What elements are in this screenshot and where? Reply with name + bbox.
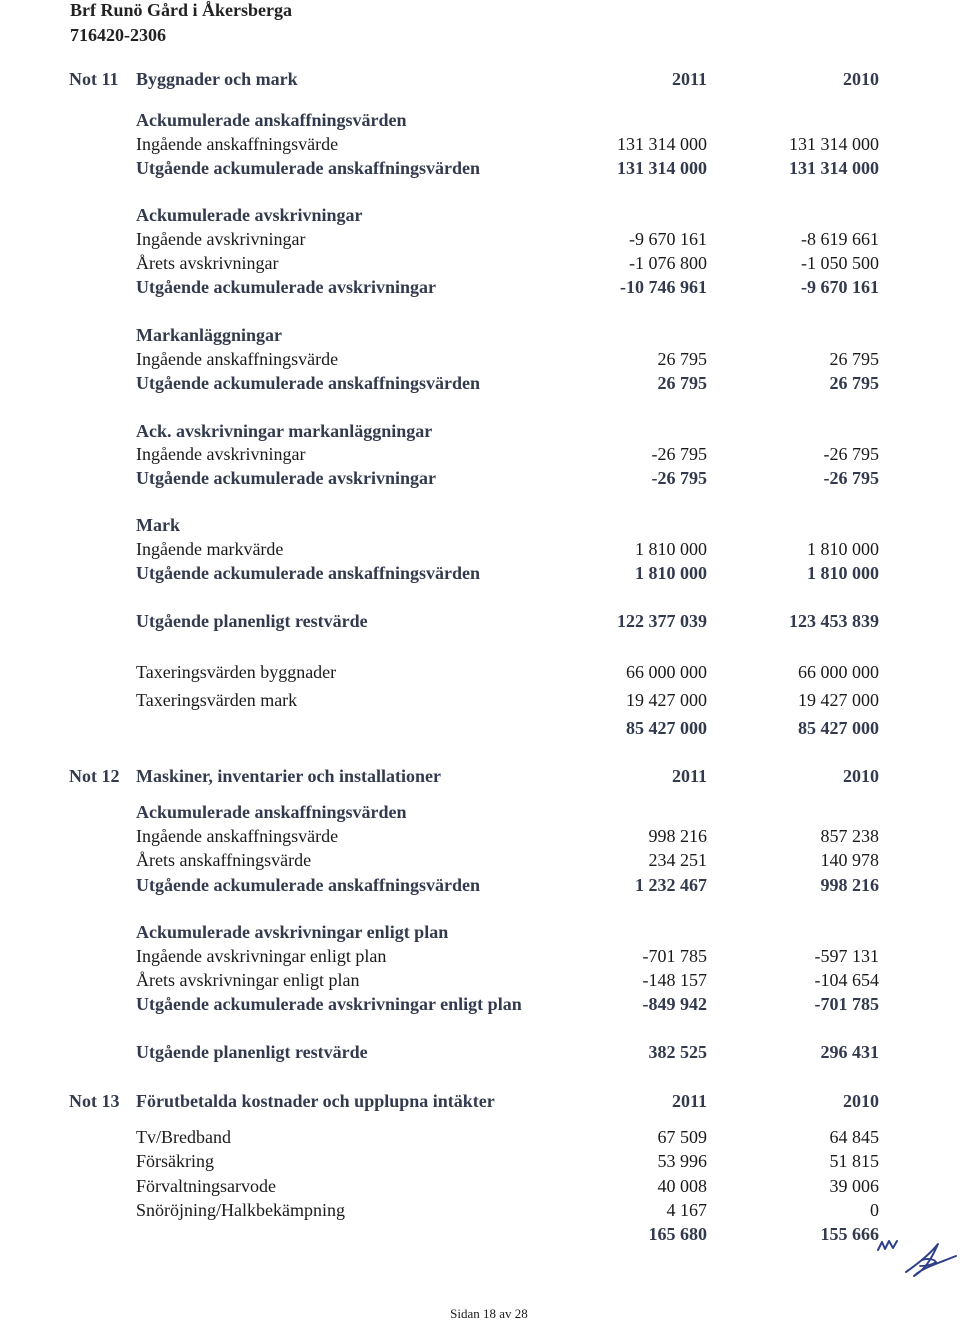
row-label: Ingående anskaffningsvärde xyxy=(136,349,339,369)
row-label: Utgående ackumulerade anskaffningsvärden xyxy=(136,875,481,895)
value-2010: 66 000 000 xyxy=(798,662,879,682)
value-2010: 140 978 xyxy=(820,850,879,870)
value-2011: -26 795 xyxy=(651,444,707,464)
table-row xyxy=(0,848,960,872)
value-2011: 382 525 xyxy=(648,1042,707,1062)
row-label: Taxeringsvärden byggnader xyxy=(136,662,337,682)
residual-value-row xyxy=(0,609,960,633)
section-heading-row xyxy=(0,513,960,537)
table-row xyxy=(0,466,960,490)
table-row xyxy=(0,968,960,992)
value-2010: 26 795 xyxy=(829,349,879,369)
value-2011: -9 670 161 xyxy=(629,229,707,249)
value-2011: 67 509 xyxy=(657,1127,707,1147)
note-label: Not 12 xyxy=(69,766,120,786)
total-2010: 85 427 000 xyxy=(798,718,879,738)
note-label: Not 11 xyxy=(69,69,119,89)
section-heading-row xyxy=(0,108,960,132)
value-2010: 64 845 xyxy=(829,1127,879,1147)
row-label: Taxeringsvärden mark xyxy=(136,690,298,710)
value-2010: 0 xyxy=(870,1200,879,1220)
year-column-header: 2010 xyxy=(843,1091,879,1111)
table-row xyxy=(0,944,960,968)
table-row xyxy=(0,537,960,561)
organization-number: 716420-2306 xyxy=(70,25,166,45)
table-row xyxy=(0,1174,960,1198)
section-heading-row xyxy=(0,920,960,944)
organization-name: Brf Runö Gård i Åkersberga xyxy=(70,0,292,20)
value-2010: 123 453 839 xyxy=(789,611,879,631)
table-row xyxy=(0,873,960,897)
note-title: Förutbetalda kostnader och upplupna intäkter xyxy=(136,1091,495,1111)
section-heading-row xyxy=(0,800,960,824)
table-row xyxy=(0,660,960,684)
section-heading: Markanläggningar xyxy=(136,325,283,345)
value-2011: 19 427 000 xyxy=(626,690,707,710)
value-2010: -8 619 661 xyxy=(801,229,879,249)
row-label: Ingående avskrivningar enligt plan xyxy=(136,946,387,966)
section-heading: Ackumulerade anskaffningsvärden xyxy=(136,110,407,130)
row-label: Snöröjning/Halkbekämpning xyxy=(136,1200,345,1220)
section-heading: Mark xyxy=(136,515,180,535)
row-label: Ingående anskaffningsvärde xyxy=(136,134,339,154)
table-row xyxy=(0,1198,960,1222)
value-2010: -26 795 xyxy=(823,468,879,488)
row-label: Utgående ackumulerade avskrivningar xyxy=(136,277,437,297)
table-row xyxy=(0,1149,960,1173)
value-2010: 131 314 000 xyxy=(789,158,879,178)
section-heading: Ackumulerade anskaffningsvärden xyxy=(136,802,407,822)
year-column-header: 2010 xyxy=(843,766,879,786)
value-2010: -1 050 500 xyxy=(801,253,879,273)
table-row xyxy=(0,1125,960,1149)
table-row xyxy=(0,227,960,251)
row-label: Årets avskrivningar enligt plan xyxy=(136,970,360,990)
value-2011: 66 000 000 xyxy=(626,662,707,682)
page-number: Sidan 18 av 28 xyxy=(450,1306,528,1321)
value-2010: 857 238 xyxy=(820,826,879,846)
year-column-header: 2011 xyxy=(671,766,707,786)
year-column-header: 2010 xyxy=(843,69,879,89)
row-label: Ingående avskrivningar xyxy=(136,229,306,249)
section-heading-row xyxy=(0,203,960,227)
table-row xyxy=(0,824,960,848)
section-heading: Ackumulerade avskrivningar xyxy=(136,205,363,225)
value-2011: 40 008 xyxy=(657,1176,707,1196)
value-2010: -701 785 xyxy=(814,994,879,1014)
row-label: Utgående ackumulerade anskaffningsvärden xyxy=(136,373,481,393)
table-row xyxy=(0,156,960,180)
value-2011: 234 251 xyxy=(648,850,707,870)
value-2011: -701 785 xyxy=(642,946,707,966)
value-2010: 39 006 xyxy=(829,1176,879,1196)
table-row xyxy=(0,251,960,275)
row-label: Utgående planenligt restvärde xyxy=(136,611,368,631)
value-2011: -849 942 xyxy=(642,994,707,1014)
row-label: Ingående avskrivningar xyxy=(136,444,306,464)
row-label: Utgående ackumulerade anskaffningsvärden xyxy=(136,563,481,583)
table-row xyxy=(0,347,960,371)
row-label: Utgående planenligt restvärde xyxy=(136,1042,368,1062)
row-label: Årets anskaffningsvärde xyxy=(136,850,312,870)
year-column-header: 2011 xyxy=(671,69,707,89)
value-2011: 26 795 xyxy=(657,373,707,393)
total-row xyxy=(0,716,960,740)
total-row xyxy=(0,1222,960,1246)
value-2011: -148 157 xyxy=(642,970,707,990)
value-2010: 998 216 xyxy=(820,875,879,895)
value-2010: 26 795 xyxy=(829,373,879,393)
note-11-header-row xyxy=(0,67,960,91)
value-2010: 1 810 000 xyxy=(807,539,879,559)
table-row xyxy=(0,132,960,156)
row-label: Förvaltningsarvode xyxy=(136,1176,276,1196)
row-label: Tv/Bredband xyxy=(136,1127,231,1147)
note-label: Not 13 xyxy=(69,1091,120,1111)
row-label: Utgående ackumulerade avskrivningar xyxy=(136,468,437,488)
value-2011: 131 314 000 xyxy=(617,134,707,154)
note-13-header-row xyxy=(0,1089,960,1113)
value-2011: 4 167 xyxy=(666,1200,707,1220)
value-2010: 131 314 000 xyxy=(789,134,879,154)
residual-value-row xyxy=(0,1040,960,1064)
total-2011: 85 427 000 xyxy=(626,718,707,738)
section-heading-row xyxy=(0,323,960,347)
table-row xyxy=(0,275,960,299)
table-row xyxy=(0,371,960,395)
section-heading: Ackumulerade avskrivningar enligt plan xyxy=(136,922,449,942)
value-2011: -10 746 961 xyxy=(620,277,707,297)
table-row xyxy=(0,992,960,1016)
row-label: Årets avskrivningar xyxy=(136,253,279,273)
row-label: Försäkring xyxy=(136,1151,214,1171)
note-12-header-row xyxy=(0,764,960,788)
value-2010: 51 815 xyxy=(829,1151,879,1171)
value-2010: 296 431 xyxy=(820,1042,879,1062)
value-2011: -26 795 xyxy=(651,468,707,488)
row-label: Utgående ackumulerade anskaffningsvärden xyxy=(136,158,481,178)
row-label: Ingående markvärde xyxy=(136,539,284,559)
section-heading-row xyxy=(0,419,960,443)
value-2011: 122 377 039 xyxy=(617,611,707,631)
table-row xyxy=(0,442,960,466)
signature-initials xyxy=(872,1232,960,1282)
value-2011: 53 996 xyxy=(657,1151,707,1171)
value-2010: -104 654 xyxy=(814,970,879,990)
value-2010: -597 131 xyxy=(814,946,879,966)
value-2011: -1 076 800 xyxy=(629,253,707,273)
value-2011: 1 810 000 xyxy=(635,539,707,559)
total-2010: 155 666 xyxy=(820,1224,879,1244)
value-2011: 1 810 000 xyxy=(635,563,707,583)
row-label: Ingående anskaffningsvärde xyxy=(136,826,339,846)
value-2010: 1 810 000 xyxy=(807,563,879,583)
value-2011: 998 216 xyxy=(648,826,707,846)
value-2010: -26 795 xyxy=(823,444,879,464)
value-2010: -9 670 161 xyxy=(801,277,879,297)
value-2011: 131 314 000 xyxy=(617,158,707,178)
value-2010: 19 427 000 xyxy=(798,690,879,710)
row-label: Utgående ackumulerade avskrivningar enligt plan xyxy=(136,994,522,1014)
value-2011: 1 232 467 xyxy=(635,875,707,895)
note-title: Byggnader och mark xyxy=(136,69,298,89)
section-heading: Ack. avskrivningar markanläggningar xyxy=(136,421,433,441)
value-2011: 26 795 xyxy=(657,349,707,369)
table-row xyxy=(0,561,960,585)
year-column-header: 2011 xyxy=(671,1091,707,1111)
table-row xyxy=(0,688,960,712)
total-2011: 165 680 xyxy=(648,1224,707,1244)
note-title: Maskiner, inventarier och installationer xyxy=(136,766,441,786)
